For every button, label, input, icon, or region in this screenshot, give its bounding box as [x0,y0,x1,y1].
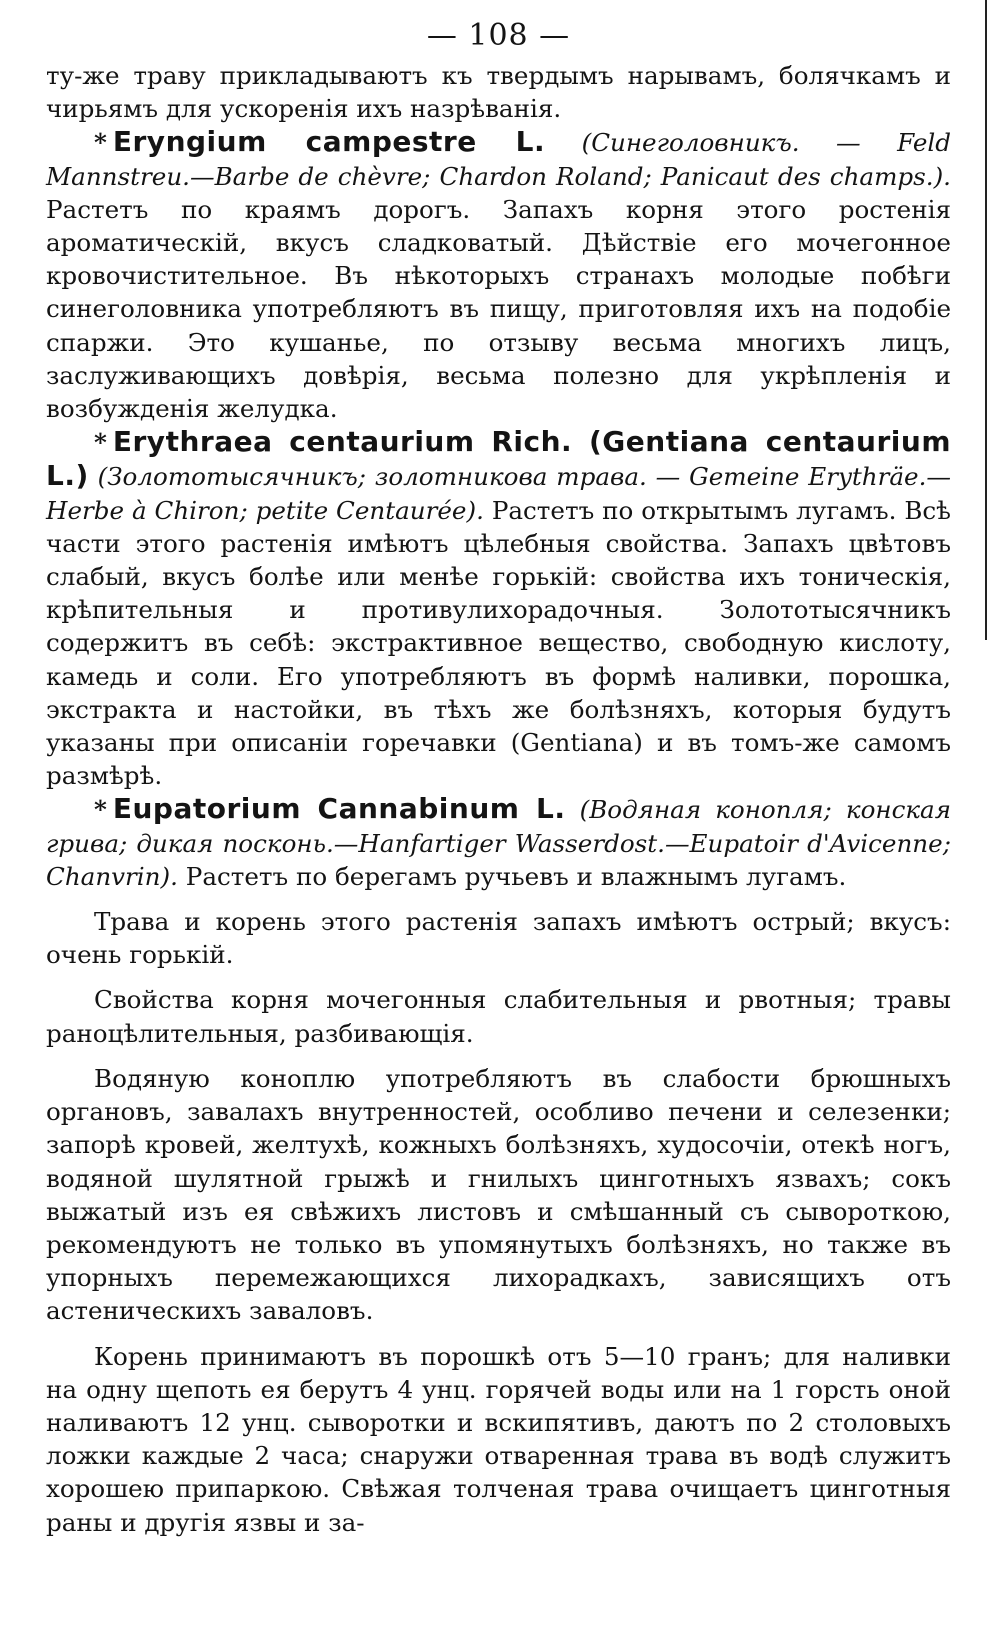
page-number: — 108 — [426,18,571,53]
paragraph: Свойства корня мочегонныя слабительныя и рвотныя; травы раноцѣлительныя, разбивающія. [46,985,951,1048]
entry-marker: * [94,795,107,825]
entry-synonyms: (Водяная конопля; конская грива; дикая посконь.—Hanfartiger Wasserdost.—Eupatoir d'Avicenne; Chanvrin). [46,795,952,891]
margin-rule [985,0,987,640]
entry-headword: Eupatorium Cannabinum L. [112,792,566,826]
entry-synonyms: (Синеголовникъ. — Feld Mannstreu.—Barbe de chèvre; Chardon Roland; Panicaut des champs.). [46,128,951,191]
entry-eupatorium [46,792,951,893]
paragraph: Корень принимаютъ въ порошкѣ отъ 5—10 гранъ; для наливки на одну щепоть ея берутъ 4 унц. горячей воды или на 1 горсть оной наливаютъ 12 унц. сыворотки и вскипятивъ, даютъ по 2 столовыхъ ложки каждые 2 часа; снаружи отваренная трава въ водѣ служитъ хорошею припаркою. Свѣжая толченая трава очищаетъ цинготныя раны и другія язвы и за- [46,1341,951,1537]
paragraph: Водяную коноплю употребляютъ въ слабости брюшныхъ органовъ, завалахъ внутренностей, особливо печени и селезенки; запорѣ кровей, желтухѣ, кожныхъ болѣзняхъ, худосочіи, отекѣ ногъ, водяной шулятной грыжѣ и гнилыхъ цинготныхъ язвахъ; сокъ выжатый изъ ея свѣжихъ листовъ и смѣшанный съ сывороткою, рекомендуютъ не только въ упомянутыхъ болѣзняхъ, но также въ упорныхъ перемежающихся лихорадкахъ, зависящихъ отъ астеническихъ заваловъ. [46,1063,951,1326]
entry-text: Растетъ по берегамъ ручьевъ и влажнымъ лугамъ. [185,861,847,891]
entry-marker: * [94,428,107,458]
entry-text: Растетъ по открытымъ лугамъ. Всѣ части этого растенія имѣютъ цѣлебныя свойства. Запахъ цвѣтовъ слабый, вкусъ болѣе или менѣе горькій: свойства ихъ тоническія, крѣпительныя и противулихорадочныя. Золототысячникъ содержитъ въ себѣ: экстрактивное вещество, свободную кислоту, камедь и соли. Его употребляютъ въ формѣ наливки, порошка, экстракта и настойки, въ тѣхъ же болѣзняхъ, которыя будутъ указаны при описаніи горечавки (Gentiana) и въ томъ-же самомъ размѣрѣ. [46,495,951,791]
page-body [46,59,951,1539]
entry-erythraea [46,425,951,792]
paragraph: Трава и корень этого растенія запахъ имѣютъ острый; вкусъ: очень горькій. [46,907,951,970]
entry-eryngium [46,125,951,425]
entry-headword: Erythraea centaurium Rich. (Gentiana centaurium L.) [46,425,951,493]
entry-text: Растетъ по краямъ дорогъ. Запахъ корня этого ростенія ароматическій, вкусъ сладковатый. Дѣйствіе его мочегонное кровочистительное. Въ нѣкоторыхъ странахъ молодые побѣги синеголовника употребляютъ въ пищу, приготовляя ихъ на подобіе спаржи. Это кушанье, по отзыву весьма многихъ лицъ, заслуживающихъ довѣрія, весьма полезно для укрѣпленія и возбужденія желудка. [46,194,951,424]
entry-marker: * [94,128,107,158]
entry-headword: Eryngium campestre L. [112,125,546,159]
entry-synonyms: (Золототысячникъ; золотникова трава. — Gemeine Erythräe.— Herbe à Chiron; petite Centaurée). [46,462,951,525]
lead-paragraph: ту-же траву прикладываютъ къ твердымъ нарывамъ, болячкамъ и чирьямъ для ускоренія ихъ назрѣванія. [46,61,951,124]
